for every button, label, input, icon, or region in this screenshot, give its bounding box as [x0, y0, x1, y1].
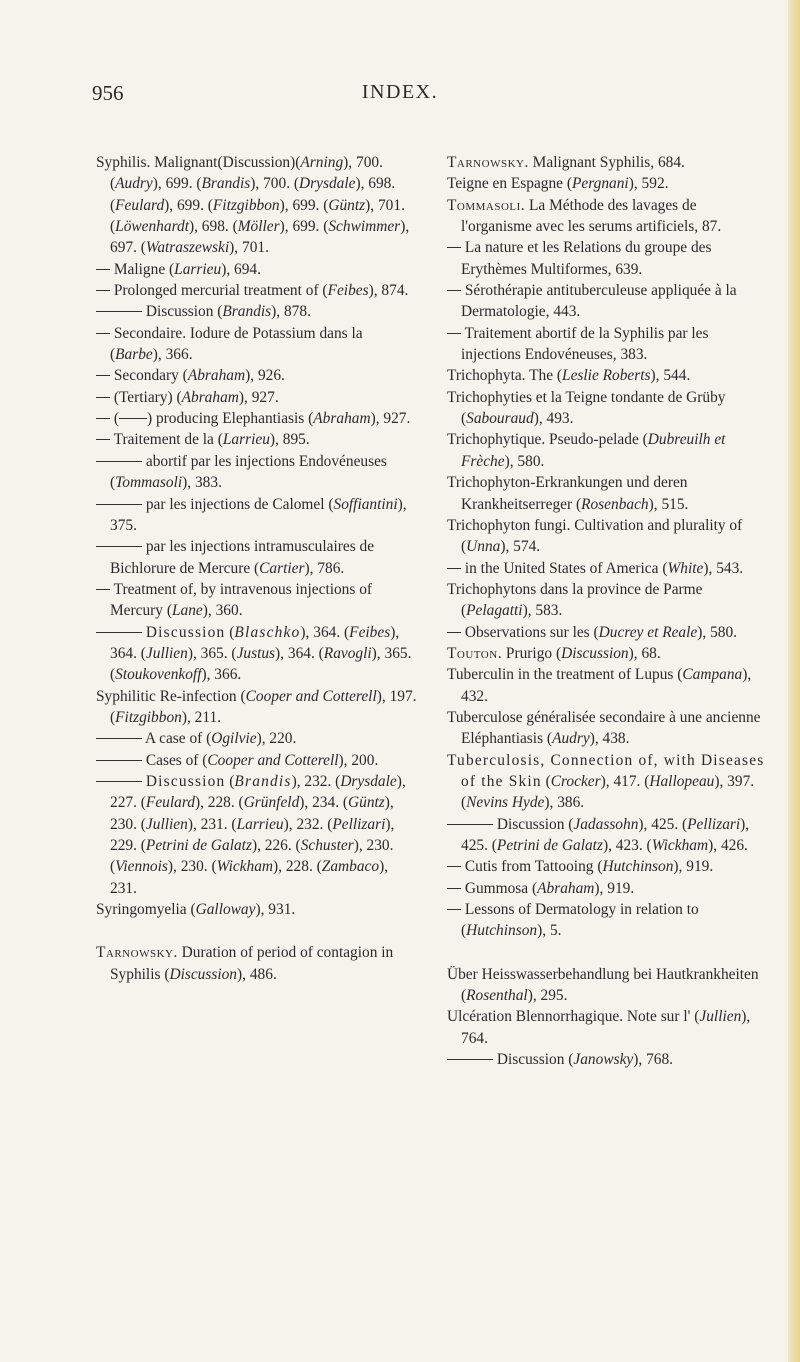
index-entry-tuberculin: Tuberculin in the treatment of Lupus (Campana), 432.	[447, 666, 752, 705]
index-entry-teigne: Teigne en Espagne (Pergnani), 592.	[447, 175, 669, 193]
index-entry-tertiary: (Tertiary) (Abraham), 927.	[96, 387, 418, 408]
index-entry-tuberculosis-discussion: Discussion (Jadassohn), 425. (Pellizari), 425. (Petrini de Galatz), 423. (Wickham), 426.	[447, 814, 769, 857]
index-entry-trichophyta: Trichophyta. The (Leslie Roberts), 544.	[447, 367, 691, 385]
index-entry-serotherapie: Sérothérapie antituberculeuse appliquée à la Dermatologie, 443.	[447, 280, 769, 323]
index-entry-prolonged: Prolonged mercurial treatment of (Feibes), 874.	[96, 280, 418, 301]
page-edge	[788, 0, 800, 1362]
index-entry-tarnowsky-duration: Tarnowsky. Duration of period of contagion in Syphilis (Discussion), 486.	[96, 944, 394, 983]
index-entry-maligne: Maligne (Larrieu), 694.	[96, 259, 418, 280]
page-header	[0, 81, 800, 115]
running-head: INDEX.	[361, 81, 439, 103]
index-entry-secondary: Secondary (Abraham), 926.	[96, 365, 418, 386]
index-entry-nature: La nature et les Relations du groupe des Erythèmes Multiformes, 639.	[447, 237, 769, 280]
index-entry-ulceration: Ulcération Blennorrhagique. Note sur l' (Jullien), 764.	[447, 1008, 751, 1047]
index-entry-a-case: A case of (Ogilvie), 220.	[96, 728, 418, 749]
page-number: 956	[92, 81, 124, 105]
index-entry-syphilis-malignant: Syphilis. Malignant(Discussion)(Arning), 700. (Audry), 699. (Brandis), 700. (Drysdale), 698. (Feulard), 699. (Fitzgibbon), 699. (Güntz), 701. (Löwenhardt), 698. (Möller), 699. (Schwimmer), 697. (Watraszewski), 701.	[96, 154, 410, 257]
index-entry-cases: Cases of (Cooper and Cotterell), 200.	[96, 750, 418, 771]
index-entry-tommasoli: Tommasoli. La Méthode des lavages de l'organisme avec les serums artificiels, 87.	[447, 196, 722, 236]
index-entry-trichophytique: Trichophytique. Pseudo-pelade (Dubreuilh et Frèche), 580.	[447, 431, 726, 470]
index-entry-tarnowsky-malignant: Tarnowsky. Malignant Syphilis, 684.	[447, 154, 685, 171]
index-entry-cutis: Cutis from Tattooing (Hutchinson), 919.	[447, 856, 769, 877]
index-entry-observations: Observations sur les (Ducrey et Reale), 580.	[447, 622, 769, 643]
index-entry-uber: Über Heisswasserbehandlung bei Hautkrankheiten (Rosenthal), 295.	[447, 965, 759, 1005]
index-entry-intramusculaires: par les injections intramusculaires de Bichlorure de Mercure (Cartier), 786.	[96, 536, 418, 579]
index-entry-secondaire: Secondaire. Iodure de Potassium dans la (Barbe), 366.	[96, 323, 418, 366]
index-entry-producing-elephantiasis: ( ) producing Elephantiasis (Abraham), 927.	[96, 408, 418, 429]
index-entry-syphilitic-reinfection: Syphilitic Re-infection (Cooper and Cotterell), 197. (Fitzgibbon), 211.	[96, 687, 417, 726]
index-entry-intravenous-discussion: Discussion (Blaschko), 364. (Feibes), 364. (Jullien), 365. (Justus), 364. (Ravogli), 365. (Stoukovenkoff), 366.	[96, 622, 418, 686]
index-entry-prolonged-discussion: Discussion (Brandis), 878.	[96, 301, 418, 322]
index-entry-calomel: par les injections de Calomel (Soffiantini), 375.	[96, 494, 418, 537]
index-entry-parme: Trichophytons dans la province de Parme (Pelagatti), 583.	[447, 580, 703, 620]
index-entry-abortif: abortif par les injections Endovéneuses (Tommasoli), 383.	[96, 451, 418, 494]
index-entry-traitement: Traitement de la (Larrieu), 895.	[96, 429, 418, 450]
index-entry-tuberculose: Tuberculose généralisée secondaire à une ancienne Eléphantiasis (Audry), 438.	[447, 708, 761, 748]
index-entry-gummosa: Gummosa (Abraham), 919.	[447, 878, 769, 899]
index-entry-syphilitic-discussion: Discussion (Brandis), 232. (Drysdale), 227. (Feulard), 228. (Grünfeld), 234. (Güntz), 230. (Jullien), 231. (Larrieu), 232. (Pellizari), 229. (Petrini de Galatz), 226. (Schuster), 230. (Viennois), 230. (Wickham), 228. (Zambaco), 231.	[96, 771, 418, 899]
index-entry-intravenous: Treatment of, by intravenous injections of Mercury (Lane), 360.	[96, 579, 418, 622]
index-entry-united-states: in the United States of America (White), 543.	[447, 558, 769, 579]
index-entry-tuberculosis: Tuberculosis, Connection of, with Diseases of the Skin (Crocker), 417. (Hallopeau), 397. (Nevins Hyde), 386.	[447, 751, 765, 812]
index-entry-traitement-abortif: Traitement abortif de la Syphilis par les injections Endovéneuses, 383.	[447, 323, 769, 366]
index-column-left	[96, 152, 418, 985]
index-entry-ulceration-discussion: Discussion (Janowsky), 768.	[447, 1049, 769, 1070]
index-entry-syringomyelia: Syringomyelia (Galloway), 931.	[96, 901, 296, 919]
index-entry-lessons: Lessons of Dermatology in relation to (Hutchinson), 5.	[447, 899, 769, 942]
index-entry-trichophyties: Trichophyties et la Teigne tondante de Grüby (Sabouraud), 493.	[447, 388, 726, 428]
index-entry-touton: Touton. Prurigo (Discussion), 68.	[447, 644, 661, 662]
index-entry-trichophyton-fungi: Trichophyton fungi. Cultivation and plurality of (Unna), 574.	[447, 516, 743, 556]
index-entry-trichophyton-erkrankungen: Trichophyton-Erkrankungen und deren Krankheitserreger (Rosenbach), 515.	[447, 474, 689, 513]
index-column-right	[447, 152, 769, 1070]
